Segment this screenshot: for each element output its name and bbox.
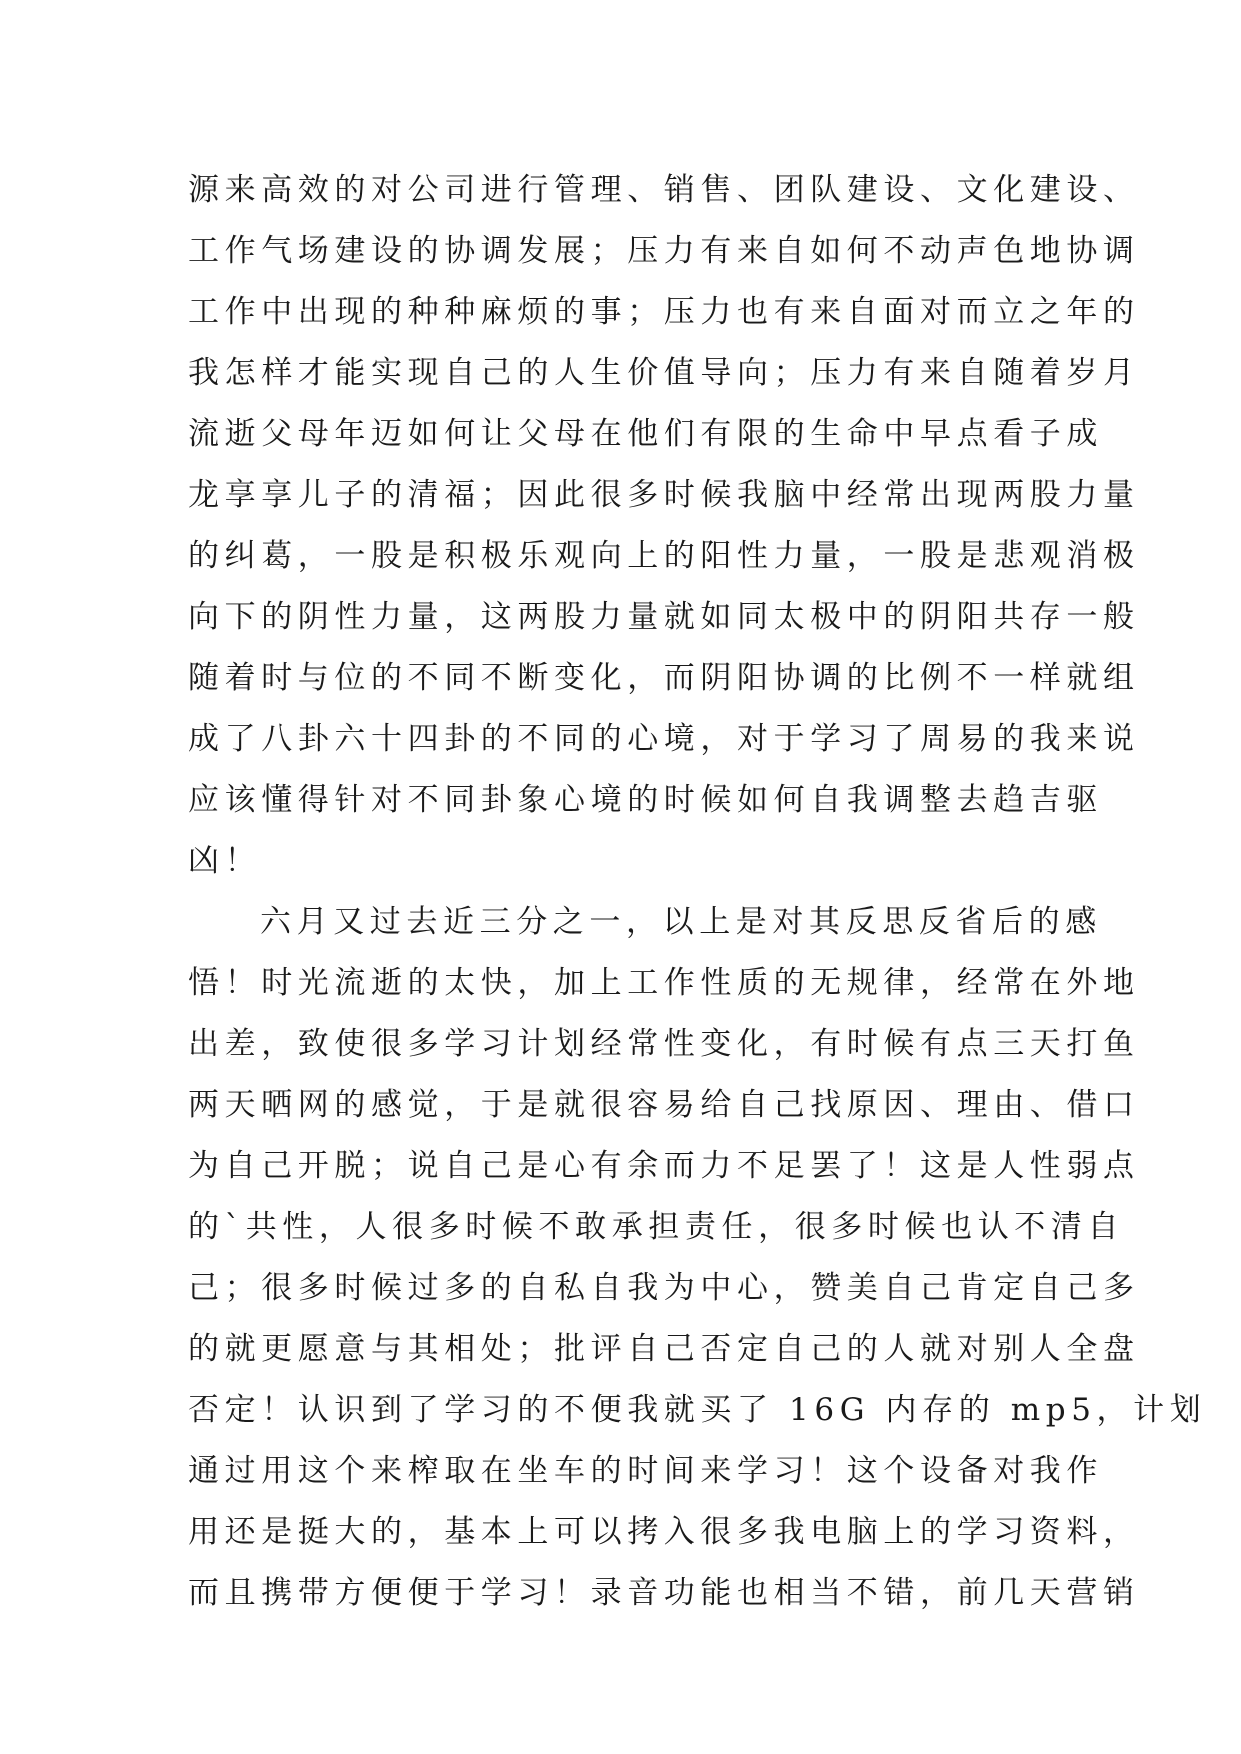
- text-line: 应该懂得针对不同卦象心境的时候如何自我调整去趋吉驱: [188, 782, 1103, 818]
- text-line: 悟！时光流逝的太快，加上工作性质的无规律，经常在外地: [188, 965, 1140, 1001]
- text-line: 出差，致使很多学习计划经常性变化，有时候有点三天打鱼: [188, 1026, 1140, 1062]
- text-line: 为自己开脱；说自己是心有余而力不足罢了！这是人性弱点: [188, 1148, 1140, 1184]
- paragraph-first-line: 六月又过去近三分之一，以上是对其反思反省后的感: [260, 904, 1102, 940]
- text-line: 工作气场建设的协调发展；压力有来自如何不动声色地协调: [188, 233, 1140, 269]
- text-line: 通过用这个来榨取在坐车的时间来学习！这个设备对我作: [188, 1453, 1103, 1489]
- text-line: 用还是挺大的，基本上可以拷入很多我电脑上的学习资料，: [188, 1514, 1140, 1550]
- text-line: 两天晒网的感觉，于是就很容易给自己找原因、理由、借口: [188, 1087, 1140, 1123]
- text-line: 随着时与位的不同不断变化，而阴阳协调的比例不一样就组: [188, 660, 1140, 696]
- text-line: 工作中出现的种种麻烦的事；压力也有来自面对而立之年的: [188, 294, 1140, 330]
- text-line: 成了八卦六十四卦的不同的心境，对于学习了周易的我来说: [188, 721, 1140, 757]
- text-line: 己；很多时候过多的自私自我为中心，赞美自己肯定自己多: [188, 1270, 1140, 1306]
- text-line: 向下的阴性力量，这两股力量就如同太极中的阴阳共存一般: [188, 599, 1140, 635]
- text-line: 的纠葛，一股是积极乐观向上的阳性力量，一股是悲观消极: [188, 538, 1140, 574]
- text-line: 源来高效的对公司进行管理、销售、团队建设、文化建设、: [188, 172, 1140, 208]
- body-text: [188, 160, 1207, 1624]
- text-line: 否定！认识到了学习的不便我就买了 16G 内存的 mp5，计划: [188, 1392, 1207, 1428]
- text-line: 而且携带方便便于学习！录音功能也相当不错，前几天营销: [188, 1575, 1140, 1611]
- text-line: 流逝父母年迈如何让父母在他们有限的生命中早点看子成: [188, 416, 1103, 452]
- text-line: 的`共性，人很多时候不敢承担责任，很多时候也认不清自: [188, 1209, 1125, 1245]
- text-line: 的就更愿意与其相处；批评自己否定自己的人就对别人全盘: [188, 1331, 1140, 1367]
- text-line: 龙享享儿子的清福；因此很多时候我脑中经常出现两股力量: [188, 477, 1140, 513]
- text-line: 我怎样才能实现自己的人生价值导向；压力有来自随着岁月: [188, 355, 1140, 391]
- text-line: 凶！: [188, 843, 262, 879]
